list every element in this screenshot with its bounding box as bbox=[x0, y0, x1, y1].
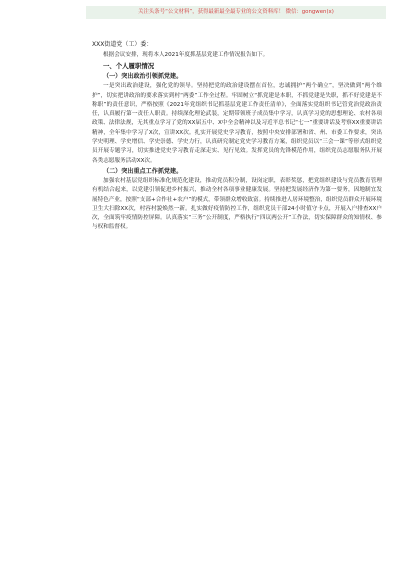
section-1-heading: 一、个人履职情况 bbox=[103, 62, 155, 71]
subsection-2-heading: （二）突出重点工作抓党建。 bbox=[103, 167, 183, 175]
subsection-1-body: 一是突出政治建设，强化党的领导。坚持把党的政治建设摆在首位，忠诚拥护“两个确立”，坚决做到“两个维护”，切实把讲政治的要求落实到村“两委”工作全过程。牢固树立“抓党建是本职，不抓党建是失职，抓不好党建是不称职”的责任意识，严格按照《2021年党组织书记抓基层党建工作责任清单》，全面落实党组织书记管党治党政治责任，认真履行第一责任人职责。持续深化理论武装，定期带领班子成员集中学习，认真学习党的思想理论、农村各项政策、法律法规，无其重点学习了党的XX届五中、X中全会精神以及习近平总书记“七一”重要讲话及考察XX重要讲话精神，全年集中学习了X次，宣讲XX次。扎实开展党史学习教育，按照中央安排部署和省、州、市委工作要求，突出学史明理、学史增信、学史崇德、学史力行，认真研究制定党史学习教育方案，组织党员以“三会一课”等形式组织党员开展专题学习，切实推进党史学习教育走深走实、见行见效。发挥党员的先锋模范作用，组织党员志愿服务队开展各类志愿服务活动XX次。 bbox=[92, 83, 382, 164]
header-banner: 关注头条号“公文材料”，获得最新最全最专业的公文资料库！ 微信：gongwen(x) bbox=[86, 6, 386, 19]
intro-paragraph: 根据会议安排，现将本人2021年度抓基层党建工作情况报告如下。 bbox=[103, 52, 269, 58]
subsection-2-body: 加强农村基层党组织标准化规范化建设，推动党员积分制，设岗定职，表彰奖惩，把党组织建设与党员教育管理有机结合起来，以党建引领促进乡村振兴，推动全村各项事业健康发展。坚持把发展经济作为第一要务，因地制宜发展特色产业，按照“支部+合作社+农户”的模式，带领群众增收致富。持续推进人居环境整治，组织党员群众开展环境卫生大扫除XX次，村容村貌焕然一新。扎实做好疫情防控工作，组织党员干部24小时值守卡点，开展入户排查XX户次，全面筑牢疫情防控屏障。认真落实“三务”公开制度，严格执行“四议两公开”工作法，切实保障群众的知情权、参与权和监督权。 bbox=[92, 177, 382, 231]
subsection-1-heading: （一）突出政治引领抓党建。 bbox=[103, 73, 183, 81]
document-page bbox=[92, 40, 382, 570]
salutation: XXX街道党（工）委： bbox=[92, 41, 153, 48]
